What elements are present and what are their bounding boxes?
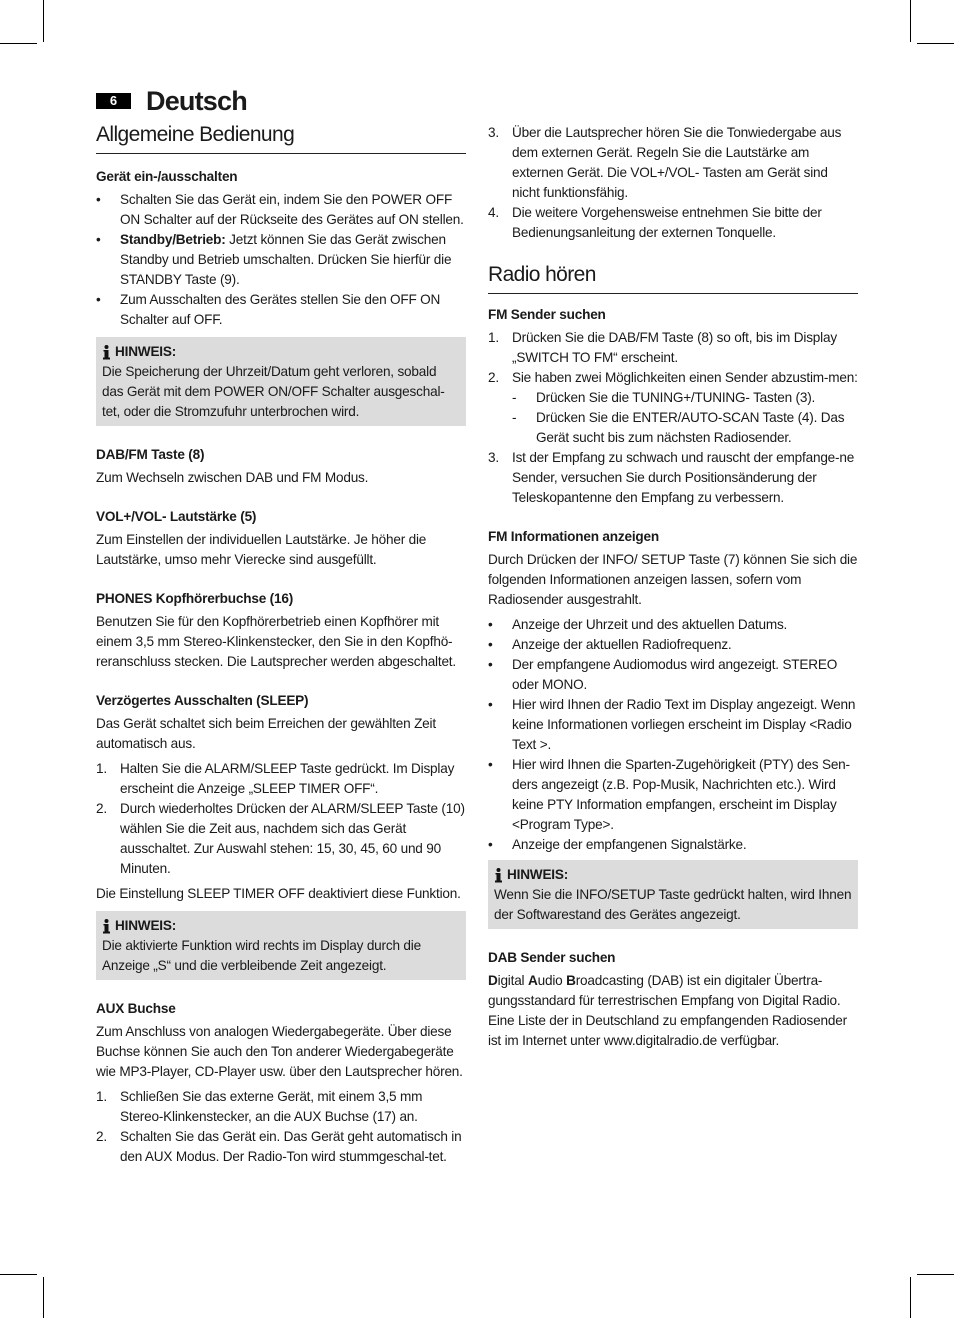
subsection-title: Verzögertes Ausschalten (SLEEP) <box>96 693 309 708</box>
section-title: Radio hören <box>488 262 858 294</box>
note-box <box>96 337 466 426</box>
list-item: 4. Die weitere Vorgehensweise entnehmen Sie bitte der Bedienungsanleitung der externen Tonquelle. <box>488 205 822 240</box>
bullet-list <box>96 190 466 330</box>
crop-mark <box>917 43 954 44</box>
list-item: • Hier wird Ihnen die Sparten-Zugehörigkeit (PTY) des Sen-ders angezeigt (z.B. Pop-Musik, Nachrichten etc.). Wird keine PTY Information empfangen, erscheint im Display <Program Type>. <box>488 757 850 832</box>
numbered-list <box>488 123 858 243</box>
note-box <box>488 860 858 929</box>
subsection-title: AUX Buchse <box>96 1001 176 1016</box>
paragraph: Digital Audio Broadcasting (DAB) ist ein digitaler Übertra-gungsstandard für terrestrischen Empfang von Digital Radio. Eine Liste der in Deutschland zu empfangenden Radiosender ist im Internet unter www.digitalradio.de verfügbar. <box>488 973 847 1048</box>
info-icon <box>102 919 111 934</box>
subsection-title: FM Informationen anzeigen <box>488 529 659 544</box>
note-title: HINWEIS: <box>115 344 177 359</box>
right-column <box>488 123 858 1051</box>
list-item: 1. Halten Sie die ALARM/SLEEP Taste gedrückt. Im Display erscheint die Anzeige „SLEEP TIMER OFF“. <box>96 761 455 796</box>
note-text: Wenn Sie die INFO/SETUP Taste gedrückt halten, wird Ihnen der Softwarestand des Gerätes angezeigt. <box>494 887 852 922</box>
page-number: 6 <box>96 93 131 109</box>
list-item: 2. Schalten Sie das Gerät ein. Das Gerät geht automatisch in den AUX Modus. Der Radio-Ton wird stummgeschal-tet. <box>96 1129 462 1164</box>
list-item: 2. Durch wiederholtes Drücken der ALARM/SLEEP Taste (10) wählen Sie die Zeit aus, nachdem sich das Gerät ausschaltet. Zur Auswahl stehen: 15, 30, 45, 60 und 90 Minuten. <box>96 801 465 876</box>
crop-mark <box>0 1274 37 1275</box>
crop-mark <box>0 43 37 44</box>
subsection-title: DAB/FM Taste (8) <box>96 447 205 462</box>
page-title: Deutsch <box>146 86 247 116</box>
subsection-title: DAB Sender suchen <box>488 950 616 965</box>
section-title: Allgemeine Bedienung <box>96 122 466 154</box>
left-column <box>96 122 466 1167</box>
list-item: • Schalten Sie das Gerät ein, indem Sie den POWER OFF ON Schalter auf der Rückseite des Gerätes auf ON stellen. <box>96 192 464 227</box>
list-item: 1. Drücken Sie die DAB/FM Taste (8) so oft, bis im Display „SWITCH TO FM“ erscheint. <box>488 330 837 365</box>
paragraph: Benutzen Sie für den Kopfhörerbetrieb einen Kopfhörer mit einem 3,5 mm Stereo-Klinkenstecker, den Sie in den Kopfhö-reranschluss stecken. Die Lautsprecher werden abgeschaltet. <box>96 614 456 669</box>
list-item: 1. Schließen Sie das externe Gerät, mit einem 3,5 mm Stereo-Klinkenstecker, an die AUX Buchse (17) an. <box>96 1089 423 1124</box>
list-item: - Drücken Sie die TUNING+/TUNING- Tasten (3). <box>512 390 816 405</box>
note-title: HINWEIS: <box>115 918 177 933</box>
bullet-list <box>488 615 858 855</box>
note-text: Die Speicherung der Uhrzeit/Datum geht verloren, sobald das Gerät mit dem POWER ON/OFF Schalter ausgeschal-tet, oder die Stromzufuhr unterbrochen wird. <box>102 364 445 419</box>
crop-mark <box>910 0 911 42</box>
crop-mark <box>43 0 44 42</box>
note-text: Die aktivierte Funktion wird rechts im Display durch die Anzeige „S“ und die verbleibende Zeit angezeigt. <box>102 938 421 973</box>
subsection-title: VOL+/VOL- Lautstärke (5) <box>96 509 257 524</box>
numbered-list <box>488 328 858 508</box>
info-icon <box>494 868 503 883</box>
paragraph: Zum Wechseln zwischen DAB und FM Modus. <box>96 470 369 485</box>
crop-mark <box>43 1277 44 1318</box>
crop-mark <box>910 1277 911 1318</box>
numbered-list <box>96 759 466 879</box>
list-item: • Hier wird Ihnen der Radio Text im Display angezeigt. Wenn keine Informationen vorliegen erscheint im Display <Radio Text >. <box>488 697 856 752</box>
subsection-title: Gerät ein-/ausschalten <box>96 169 238 184</box>
list-item: • Der empfangene Audiomodus wird angezeigt. STEREO oder MONO. <box>488 657 838 692</box>
list-item: 3. Ist der Empfang zu schwach und rauscht der empfange-ne Sender, versuchen Sie durch Positionsänderung der Teleskopantenne den Empfang zu verbessern. <box>488 450 855 505</box>
list-item: • Standby/Betrieb: Jetzt können Sie das Gerät zwischen Standby und Betrieb umschalten. Drücken Sie hierfür die STANDBY Taste (9). <box>96 232 452 287</box>
paragraph: Die Einstellung SLEEP TIMER OFF deaktiviert diese Funktion. <box>96 886 461 901</box>
list-item: 3. Über die Lautsprecher hören Sie die Tonwiedergabe aus dem externen Gerät. Regeln Sie die Lautstärke am externen Gerät. Die VOL+/VOL- Tasten am Gerät sind nicht funktionsfähig. <box>488 125 842 200</box>
list-item: • Anzeige der aktuellen Radiofrequenz. <box>488 637 732 652</box>
list-item: - Drücken Sie die ENTER/AUTO-SCAN Taste (4). Das Gerät sucht bis zum nächsten Radiosender. <box>512 410 845 445</box>
note-box <box>96 911 466 980</box>
note-title: HINWEIS: <box>507 867 569 882</box>
crop-mark <box>917 1274 954 1275</box>
paragraph: Durch Drücken der INFO/ SETUP Taste (7) können Sie sich die folgenden Informationen anzeigen lassen, sofern vom Radiosender ausgestrahlt. <box>488 552 858 607</box>
list-item: • Anzeige der empfangenen Signalstärke. <box>488 837 747 852</box>
subsection-title: PHONES Kopfhörerbuchse (16) <box>96 591 294 606</box>
paragraph: Das Gerät schaltet sich beim Erreichen der gewählten Zeit automatisch aus. <box>96 716 436 751</box>
paragraph: Zum Anschluss von analogen Wiedergabegeräte. Über diese Buchse können Sie auch den Ton anderer Wiedergabegeräte wie MP3-Player, CD-Player usw. über den Lautsprecher hören. <box>96 1024 463 1079</box>
list-item: • Zum Ausschalten des Gerätes stellen Sie den OFF ON Schalter auf OFF. <box>96 292 441 327</box>
numbered-list <box>96 1087 466 1167</box>
list-item: 2. Sie haben zwei Möglichkeiten einen Sender abzustim-men: <box>488 370 858 385</box>
subsection-title: FM Sender suchen <box>488 307 606 322</box>
paragraph: Zum Einstellen der individuellen Lautstärke. Je höher die Lautstärke, umso mehr Vierecke sind ausgefüllt. <box>96 532 427 567</box>
info-icon <box>102 345 111 360</box>
list-item: • Anzeige der Uhrzeit und des aktuellen Datums. <box>488 617 788 632</box>
